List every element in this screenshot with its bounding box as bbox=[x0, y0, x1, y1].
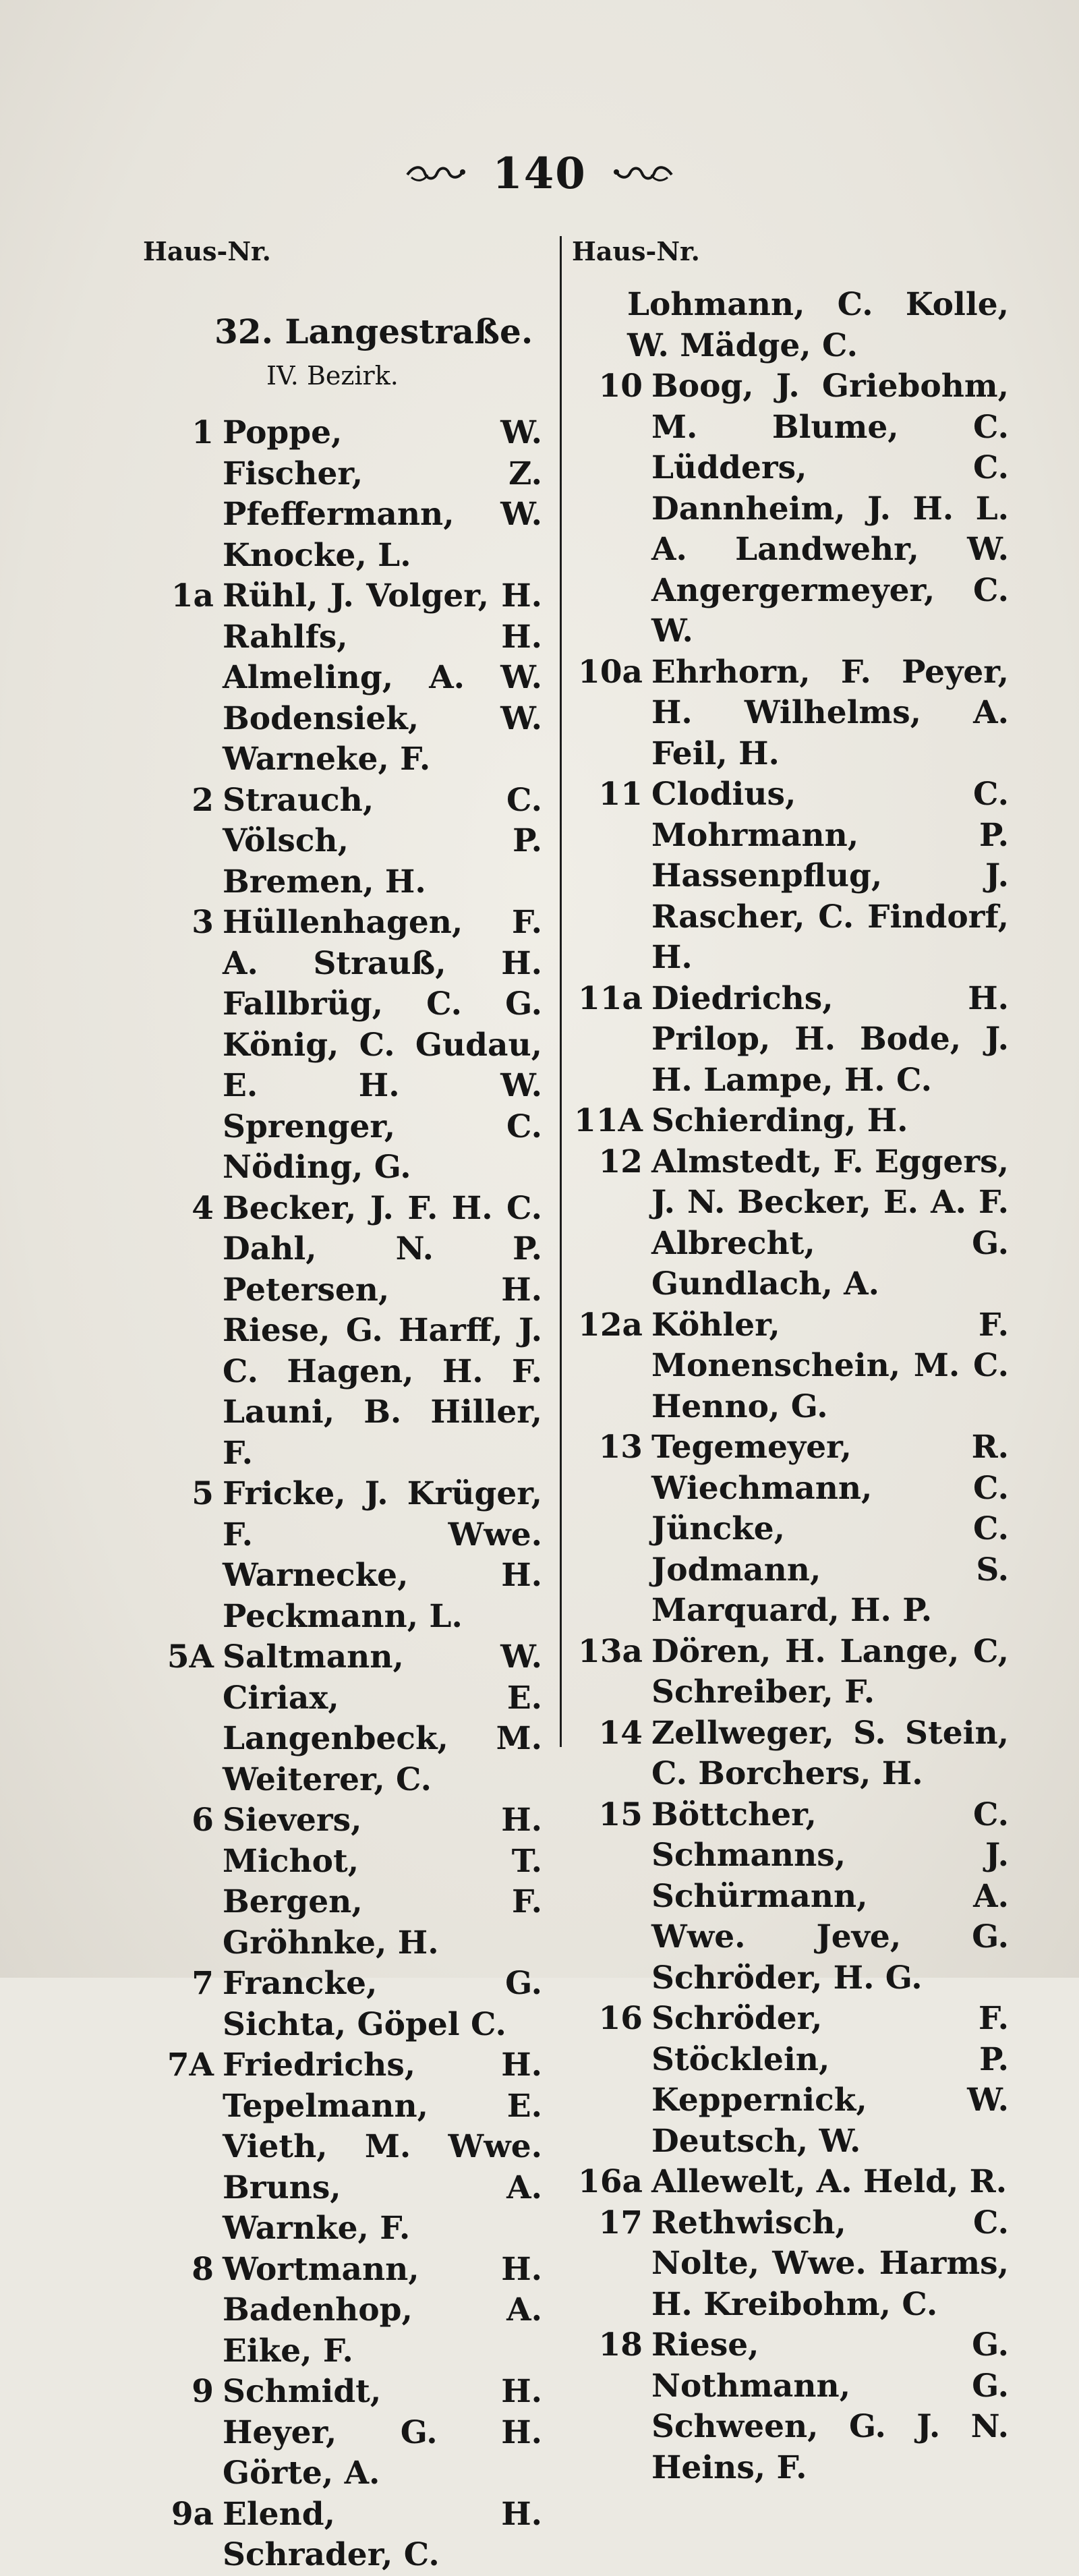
house-entry bbox=[572, 1713, 1009, 1795]
house-entry bbox=[572, 2203, 1009, 2326]
house-entry bbox=[143, 1189, 542, 1475]
left-column bbox=[143, 413, 542, 2576]
resident-names: Schröder, F. Stöcklein, P. Keppernick, W. Deutsch, W. bbox=[651, 2000, 1009, 2160]
resident-names: Hüllenhagen, F. A. Strauß, H. Fallbrüg, C. G. König, C. Gudau, E. H. W. Sprenger, C. Nöding, G. bbox=[223, 904, 542, 1186]
resident-names: Böttcher, C. Schmanns, J. Schürmann, A. Wwe. Jeve, G. Schröder, H. G. bbox=[651, 1796, 1009, 1997]
house-number: 1 bbox=[192, 414, 214, 451]
district-label: IV. Bezirk. bbox=[266, 361, 399, 391]
resident-names: Wortmann, H. Badenhop, A. Eike, F. bbox=[223, 2250, 542, 2370]
resident-names: Riese, G. Nothmann, G. Schween, G. J. N. Heins, F. bbox=[651, 2326, 1009, 2486]
house-number-label-left: Haus-Nr. bbox=[143, 236, 271, 266]
house-number: 9 bbox=[192, 2373, 214, 2410]
house-entry bbox=[572, 774, 1009, 979]
house-entry bbox=[572, 1632, 1009, 1713]
house-number: 15 bbox=[598, 1796, 643, 1833]
house-entry bbox=[572, 979, 1009, 1101]
house-number: 11a bbox=[578, 979, 643, 1017]
resident-names: Poppe, W. Fischer, Z. Pfeffermann, W. Knocke, L. bbox=[223, 414, 542, 574]
house-entry bbox=[572, 1305, 1009, 1428]
house-number: 14 bbox=[598, 1714, 643, 1752]
house-entry bbox=[143, 1474, 542, 1637]
house-number: 5A bbox=[167, 1638, 214, 1676]
street-title: 32. Langestraße. bbox=[214, 312, 533, 351]
house-number: 7A bbox=[167, 2047, 214, 2084]
house-entry bbox=[143, 1964, 542, 2045]
resident-names: Diedrichs, H. Prilop, H. Bode, J. H. Lampe, H. C. bbox=[651, 979, 1009, 1099]
resident-names: Almstedt, F. Eggers, J. N. Becker, E. A. F. Albrecht, G. Gundlach, A. bbox=[651, 1143, 1009, 1303]
resident-names: Rethwisch, C. Nolte, Wwe. Harms, H. Kreibohm, C. bbox=[651, 2204, 1009, 2323]
house-number: 16 bbox=[598, 2000, 643, 2037]
resident-names: Boog, J. Griebohm, M. Blume, C. Lüdders, C. Dannheim, J. H. L. A. Landwehr, W. Angergermeyer, C. W. bbox=[651, 368, 1009, 650]
house-number: 16a bbox=[578, 2163, 643, 2200]
house-entry bbox=[143, 1800, 542, 1964]
house-entry bbox=[572, 652, 1009, 775]
house-number: 11 bbox=[598, 776, 643, 813]
resident-names: Schmidt, H. Heyer, G. H. Görte, A. bbox=[223, 2373, 542, 2492]
house-number: 6 bbox=[192, 1802, 214, 1839]
resident-names: Fricke, J. Krüger, F. Wwe. Warnecke, H. Peckmann, L. bbox=[223, 1475, 542, 1635]
house-number: 5 bbox=[192, 1475, 214, 1512]
house-entry bbox=[143, 2250, 542, 2372]
resident-names: Sievers, H. Michot, T. Bergen, F. Gröhnke, H. bbox=[223, 1802, 542, 1962]
house-entry bbox=[572, 2325, 1009, 2488]
house-number: 3 bbox=[192, 904, 214, 941]
house-entry bbox=[143, 413, 542, 576]
house-entry bbox=[143, 2372, 542, 2494]
resident-names: Köhler, F. Monenschein, M. C. Henno, G. bbox=[651, 1306, 1009, 1425]
house-entry bbox=[572, 1142, 1009, 1305]
house-number: 9a bbox=[171, 2495, 214, 2533]
house-entry bbox=[143, 2045, 542, 2250]
house-entry bbox=[572, 1999, 1009, 2162]
house-entry bbox=[572, 285, 1009, 366]
resident-names: Lohmann, C. Kolle, W. Mädge, C. bbox=[627, 286, 1009, 364]
page-header bbox=[0, 143, 1079, 204]
house-number: 10 bbox=[598, 368, 643, 405]
house-number: 2 bbox=[192, 781, 214, 819]
resident-names: Strauch, C. Völsch, P. Bremen, H. bbox=[223, 781, 542, 900]
house-number: 11A bbox=[574, 1102, 643, 1139]
resident-names: Francke, G. Sichta, Göpel C. bbox=[223, 1965, 542, 2043]
house-entry bbox=[143, 903, 542, 1189]
column-divider bbox=[560, 236, 562, 1747]
house-entry bbox=[143, 2494, 542, 2576]
right-column bbox=[572, 285, 1009, 2488]
house-number: 12a bbox=[578, 1306, 643, 1344]
house-number: 18 bbox=[598, 2326, 643, 2364]
house-number: 8 bbox=[192, 2250, 214, 2288]
resident-names: Rühl, J. Volger, H. Rahlfs, H. Almeling, A. W. Bodensiek, W. Warneke, F. bbox=[223, 577, 542, 778]
resident-names: Friedrichs, H. Tepelmann, E. Vieth, M. Wwe. Bruns, A. Warnke, F. bbox=[223, 2047, 542, 2247]
house-number: 1a bbox=[171, 577, 214, 614]
house-number: 17 bbox=[598, 2204, 643, 2241]
house-number: 10a bbox=[578, 653, 643, 691]
resident-names: Clodius, C. Mohrmann, P. Hassenpflug, J. Rascher, C. Findorf, H. bbox=[651, 776, 1009, 976]
house-number-label-right: Haus-Nr. bbox=[572, 236, 700, 266]
house-entry bbox=[572, 366, 1009, 652]
resident-names: Elend, H. Schrader, C. bbox=[223, 2495, 542, 2573]
resident-names: Ehrhorn, F. Peyer, H. Wilhelms, A. Feil, H. bbox=[651, 653, 1009, 772]
resident-names: Dören, H. Lange, C, Schreiber, F. bbox=[651, 1632, 1009, 1711]
house-entry bbox=[143, 576, 542, 780]
house-number: 12 bbox=[598, 1143, 643, 1180]
house-entry bbox=[143, 1637, 542, 1800]
resident-names: Becker, J. F. H. C. Dahl, N. P. Petersen, H. Riese, G. Harff, J. C. Hagen, H. F. Launi, B. Hiller, F. bbox=[223, 1189, 542, 1472]
resident-names: Schierding, H. bbox=[651, 1102, 908, 1139]
house-number: 13a bbox=[578, 1632, 643, 1670]
resident-names: Allewelt, A. Held, R. bbox=[651, 2163, 1008, 2200]
page-number: 140 bbox=[492, 148, 587, 199]
ornament-flourish-right-icon bbox=[614, 160, 674, 187]
house-entry bbox=[143, 780, 542, 903]
resident-names: Zellweger, S. Stein, C. Borchers, H. bbox=[651, 1714, 1009, 1792]
house-number: 13 bbox=[598, 1429, 643, 1466]
resident-names: Saltmann, W. Ciriax, E. Langenbeck, M. Weiterer, C. bbox=[223, 1638, 542, 1798]
ornament-flourish-left-icon bbox=[405, 160, 465, 187]
house-entry bbox=[572, 2162, 1009, 2203]
resident-names: Tegemeyer, R. Wiechmann, C. Jüncke, C. Jodmann, S. Marquard, H. P. bbox=[651, 1429, 1009, 1629]
house-number: 7 bbox=[192, 1965, 214, 2002]
house-entry bbox=[572, 1101, 1009, 1142]
house-entry bbox=[572, 1795, 1009, 1999]
house-number: 4 bbox=[192, 1189, 214, 1227]
house-entry bbox=[572, 1427, 1009, 1632]
